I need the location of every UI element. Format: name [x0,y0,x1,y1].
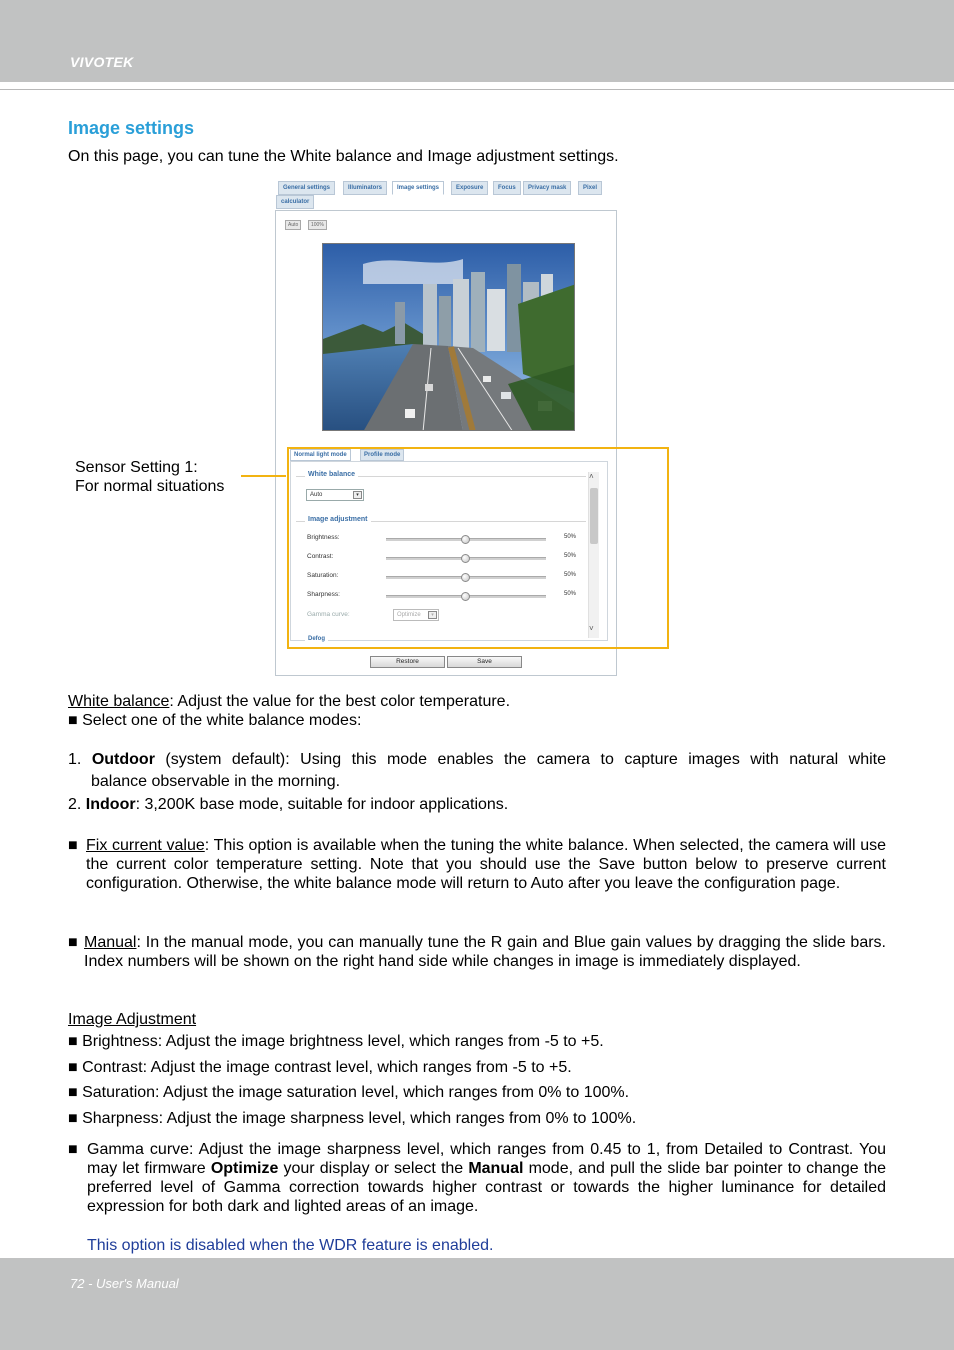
gamma-curve-select-value: Optimize [397,612,421,618]
indoor-description: : 3,200K base mode, suitable for indoor applications. [135,796,509,813]
indoor-term: Indoor [85,796,136,813]
manual-term: Manual [84,934,137,951]
gamma-bullet: ■ [68,1141,78,1158]
gamma-text-a: Gamma curve: Adjust the image sharpness level, which ranges from 0.45 to 1, from Detailed to Contrast. You may let firmware [87,1141,886,1177]
indoor-item [68,795,886,814]
intro-paragraph: On this page, you can tune the White balance and Image adjustment settings. [68,148,619,165]
view-100-label: 100% [311,222,324,228]
scroll-down-icon[interactable]: ˅ [589,624,594,633]
callout-connector [241,475,286,477]
white-balance-heading-rest: : Adjust the value for the best color temperature. [169,693,511,710]
outdoor-item-continued: balance observable in the morning. [91,773,341,790]
slider-value: 50% [564,534,577,540]
select-modes-line: ■ Select one of the white balance modes: [68,712,362,729]
brightness-line: ■ Brightness: Adjust the image brightness level, which ranges from -5 to +5. [68,1033,604,1050]
subtab-profile-mode[interactable]: Profile mode [360,449,404,461]
contrast-line: ■ Contrast: Adjust the image contrast level, which ranges from -5 to +5. [68,1059,572,1076]
gamma-manual-term: Manual [468,1160,524,1177]
restore-button[interactable]: Restore [370,656,445,668]
page-number-footer: 72 - User's Manual [70,1276,179,1291]
image-adjustment-legend: Image adjustment [305,516,371,523]
outdoor-item-number: 1. [68,751,82,768]
outdoor-description: (system default): Using this mode enables the camera to capture images with natural white [154,751,886,768]
tab-illuminators[interactable]: Illuminators [343,181,387,195]
slider-value: 50% [564,553,577,559]
gamma-text-e: mode, and pull the slide bar pointer to change the preferred level of Gamma correction towards higher contrast or towards the higher luminance for detailed expression for both dark and lighted areas of an image. [87,1160,887,1215]
white-balance-heading: White balance [68,693,170,710]
defog-legend: Defog [305,636,328,642]
callout-line-1: Sensor Setting 1: [75,459,198,476]
fix-current-value-description: : This option is available when the tuning the white balance. When selected, the camera will use the current color temperature setting. Note that you should use the Save button below to preserve current configuration. Otherwise, the white balance mode will return to Auto after you leave the configuration page. [86,837,886,892]
chevron-down-icon: ▾ [428,611,437,619]
view-auto-label: Auto [288,222,299,228]
header-divider [0,89,954,90]
outdoor-item [68,750,886,769]
slider-label: Brightness: [307,534,340,541]
slider-label: Saturation: [307,572,339,579]
slider-value: 50% [564,572,577,578]
fix-current-value-paragraph [86,836,886,893]
white-balance-select-value: Auto [310,492,323,498]
gamma-text-c: your display or select the [278,1160,469,1177]
page-header [0,0,954,82]
camera-preview-image [322,243,575,431]
manual-description: : In the manual mode, you can manually tune the R gain and Blue gain values by dragging the slide bars. Index numbers will be shown on the right hand side while changes in image is immediately displayed. [84,934,886,970]
brand-logo-text: VIVOTEK [70,54,134,70]
tab-privacy-mask[interactable]: Privacy mask [523,181,571,195]
view-100-button[interactable] [308,220,327,230]
tab-image-settings[interactable]: Image settings [392,181,444,195]
slider-label: Sharpness: [307,591,340,598]
tab-focus[interactable]: Focus [493,181,521,195]
white-balance-paragraph [68,692,886,711]
slider-value: 50% [564,591,577,597]
scroll-up-icon[interactable]: ˄ [589,472,594,481]
sensor-setting-callout [75,458,224,496]
tab-general-settings[interactable]: General settings [278,181,335,195]
gamma-curve-paragraph [87,1140,886,1216]
outdoor-term: Outdoor [91,751,155,768]
subtab-normal-light-mode[interactable]: Normal light mode [290,449,351,461]
slider-label: Contrast: [307,553,334,560]
tab-pixel[interactable]: Pixel [578,181,602,195]
gamma-optimize-term: Optimize [210,1160,279,1177]
manual-paragraph [84,933,886,971]
save-button[interactable]: Save [447,656,522,668]
gamma-curve-label: Gamma curve: [307,611,350,618]
tab-calculator[interactable]: calculator [276,195,314,209]
city-highway-photo [323,244,575,431]
callout-line-2: For normal situations [75,478,225,495]
sensor-setting-highlight-box [287,447,669,649]
manual-bullet: ■ [68,934,78,951]
sharpness-line: ■ Sharpness: Adjust the image sharpness level, which ranges from 0% to 100%. [68,1110,637,1127]
view-auto-button[interactable] [285,220,301,230]
page-footer [0,1258,954,1350]
section-title: Image settings [68,118,195,138]
chevron-down-icon: ▾ [353,491,362,499]
saturation-line: ■ Saturation: Adjust the image saturation level, which ranges from 0% to 100%. [68,1084,630,1101]
fix-current-value-term: Fix current value [86,837,205,854]
white-balance-legend: White balance [305,471,358,478]
image-adjustment-heading: Image Adjustment [68,1011,197,1028]
indoor-item-number: 2. [68,796,82,813]
fix-bullet: ■ [68,837,78,854]
tab-exposure[interactable]: Exposure [451,181,488,195]
wdr-note: This option is disabled when the WDR feature is enabled. [87,1237,494,1254]
